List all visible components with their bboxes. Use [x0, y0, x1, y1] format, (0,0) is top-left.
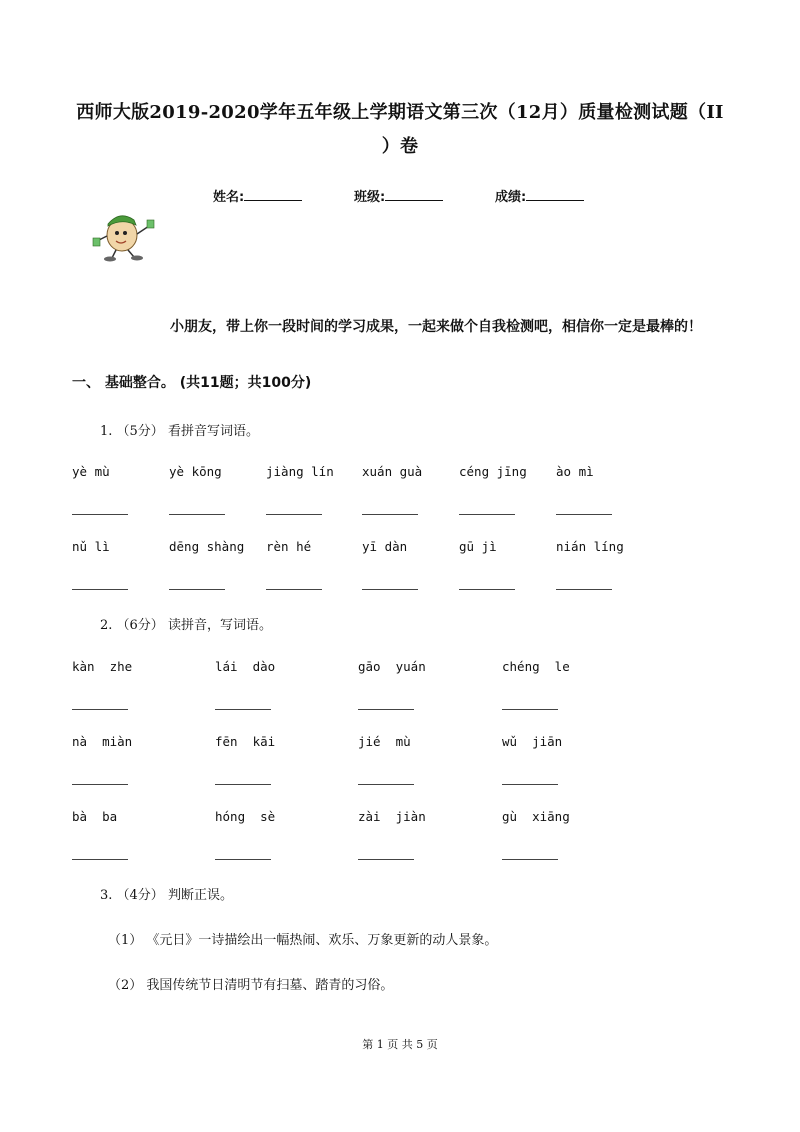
answer-blank[interactable] [358, 784, 414, 785]
answer-blank[interactable] [556, 514, 612, 515]
pinyin: lái dào [215, 659, 276, 674]
answer-blank[interactable] [72, 589, 128, 590]
pinyin: jiàng lín [266, 464, 334, 479]
answer-blank[interactable] [358, 709, 414, 710]
question-3-heading: 3. （4分） 判断正误。 [100, 888, 233, 903]
pinyin: céng jīng [459, 464, 527, 479]
score-blank[interactable] [526, 188, 584, 201]
pinyin: yī dàn [362, 539, 408, 554]
statement-1: （1） 《元日》一诗描绘出一幅热闹、欢乐、万象更新的动人景象。 [108, 933, 498, 948]
answer-blank[interactable] [169, 589, 225, 590]
exam-title [60, 96, 740, 164]
pinyin: xuán guà [362, 464, 423, 479]
answer-blank[interactable] [266, 589, 322, 590]
score-label: 成绩: [495, 190, 527, 205]
pinyin: ào mì [556, 464, 594, 479]
pinyin: bà ba [72, 809, 118, 824]
question-2-heading: 2. （6分） 读拼音，写词语。 [100, 618, 272, 633]
answer-blank[interactable] [502, 784, 558, 785]
class-label: 班级: [354, 190, 386, 205]
pinyin: rèn hé [266, 539, 312, 554]
pinyin: wǔ jiān [502, 734, 563, 749]
score-field [495, 186, 584, 205]
answer-blank[interactable] [502, 709, 558, 710]
answer-blank[interactable] [72, 514, 128, 515]
pinyin: zài jiàn [358, 809, 426, 824]
answer-blank[interactable] [215, 859, 271, 860]
answer-blank[interactable] [459, 589, 515, 590]
answer-blank[interactable] [72, 709, 128, 710]
pinyin: jié mù [358, 734, 411, 749]
pinyin: chéng le [502, 659, 570, 674]
question-1-heading: 1. （5分） 看拼音写词语。 [100, 424, 259, 439]
answer-blank[interactable] [459, 514, 515, 515]
exam-title-line-1: 西师大版2019-2020学年五年级上学期语文第三次（12月）质量检测试题（II [76, 102, 724, 123]
answer-blank[interactable] [362, 589, 418, 590]
pinyin: yè kōng [169, 464, 222, 479]
name-field [213, 186, 302, 205]
pinyin: gāo yuán [358, 659, 426, 674]
pinyin: kàn zhe [72, 659, 133, 674]
page-footer: 第 1 页 共 5 页 [362, 1038, 438, 1051]
pinyin: gù xiāng [502, 809, 570, 824]
pinyin: gū jì [459, 539, 497, 554]
name-blank[interactable] [244, 188, 302, 201]
answer-blank[interactable] [169, 514, 225, 515]
answer-blank[interactable] [215, 709, 271, 710]
answer-blank[interactable] [362, 514, 418, 515]
answer-blank[interactable] [502, 859, 558, 860]
statement-2: （2） 我国传统节日清明节有扫墓、踏青的习俗。 [108, 978, 394, 993]
pinyin: fēn kāi [215, 734, 276, 749]
class-field [354, 186, 443, 205]
pinyin: nián líng [556, 539, 624, 554]
section-1-heading: 一、 基础整合。 (共11题；共100分) [72, 375, 312, 391]
answer-blank[interactable] [556, 589, 612, 590]
mascot-illustration [92, 208, 156, 264]
pinyin: nà miàn [72, 734, 133, 749]
pinyin: yè mù [72, 464, 110, 479]
answer-blank[interactable] [215, 784, 271, 785]
pinyin: hóng sè [215, 809, 276, 824]
class-blank[interactable] [385, 188, 443, 201]
name-label: 姓名: [213, 190, 245, 205]
answer-blank[interactable] [358, 859, 414, 860]
pinyin: dēng shàng [169, 539, 245, 554]
answer-blank[interactable] [266, 514, 322, 515]
answer-blank[interactable] [72, 859, 128, 860]
answer-blank[interactable] [72, 784, 128, 785]
pinyin: nǔ lì [72, 539, 110, 554]
intro-paragraph: 小朋友，带上你一段时间的学习成果，一起来做个自我检测吧，相信你一定是最棒的！ [170, 319, 702, 335]
exam-title-line-2: ）卷 [381, 136, 419, 157]
